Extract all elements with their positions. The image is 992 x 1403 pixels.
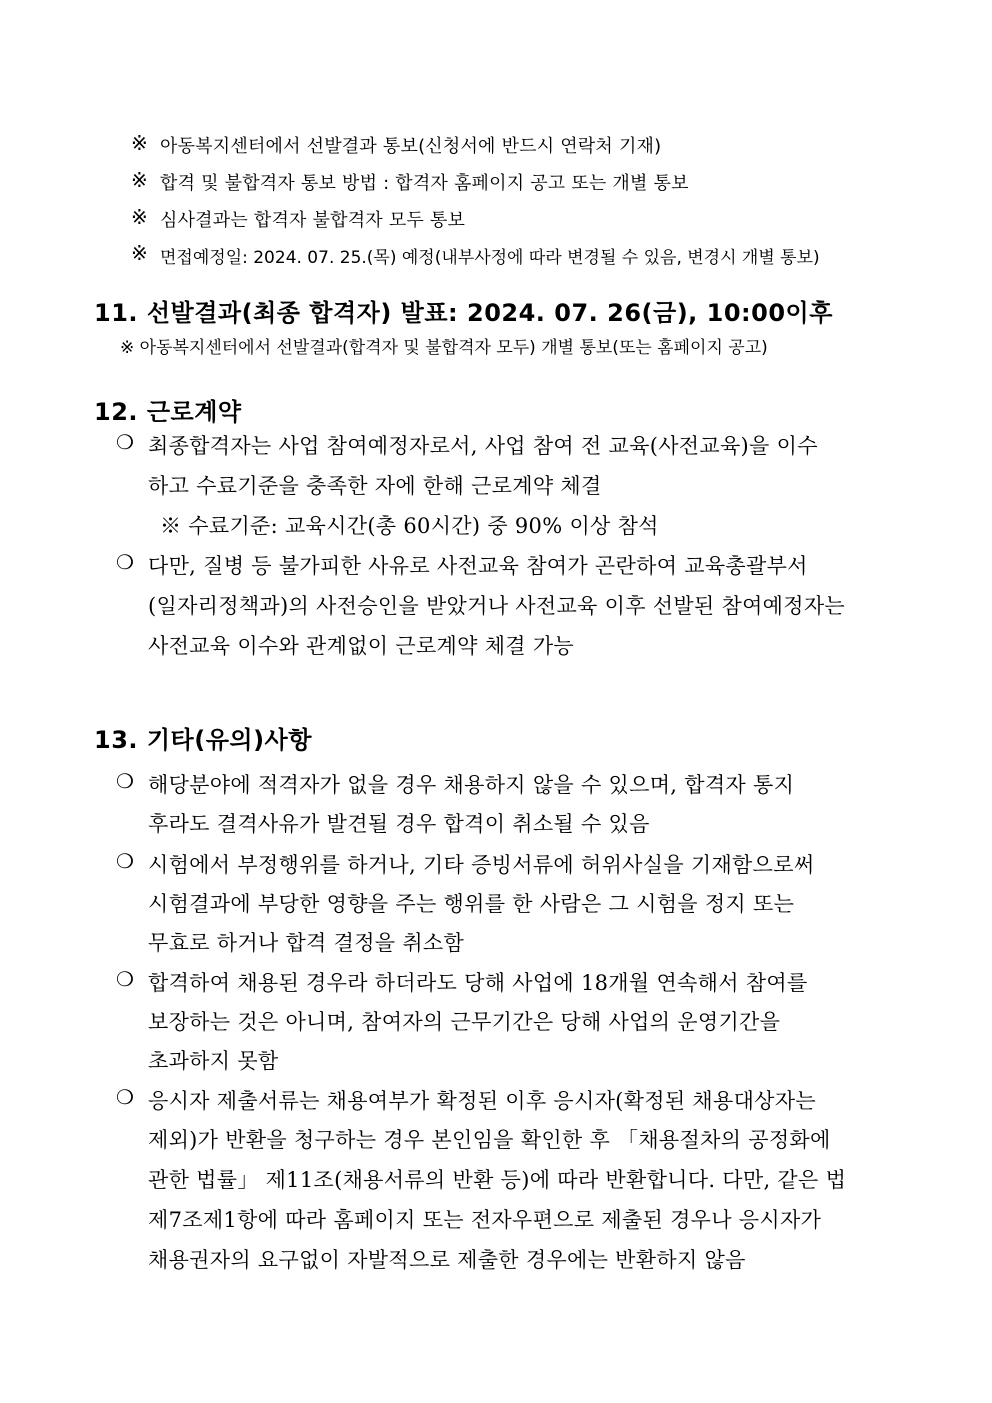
body-line: 보장하는 것은 아니며, 참여자의 근무기간은 당해 사업의 운영기간을: [148, 1010, 781, 1034]
body-line: 시험결과에 부당한 영향을 주는 행위를 한 사람은 그 시험을 정지 또는: [148, 892, 795, 916]
body-line: 제7조제1항에 따라 홈페이지 또는 전자우편으로 제출된 경우나 응시자가: [148, 1208, 822, 1232]
reference-mark: ※: [131, 168, 148, 192]
body-line: 응시자 제출서류는 채용여부가 확정된 이후 응시자(확정된 채용대상자는: [148, 1089, 816, 1113]
bullet-icon: ❍: [116, 967, 134, 991]
bullet-icon: ❍: [116, 769, 134, 793]
body-line: 사전교육 이수와 관계없이 근로계약 체결 가능: [148, 634, 575, 658]
body-line: 채용권자의 요구없이 자발적으로 제출한 경우에는 반환하지 않음: [148, 1248, 746, 1272]
body-line: (일자리정책과)의 사전승인을 받았거나 사전교육 이후 선발된 참여예정자는: [148, 594, 846, 618]
section-note: ※ 아동복지센터에서 선발결과(합격자 및 불합격자 모두) 개별 통보(또는 홈페이지 공고): [120, 338, 768, 358]
bullet-icon: ❍: [116, 430, 134, 454]
bullet-icon: ❍: [116, 849, 134, 873]
section-heading: 11. 선발결과(최종 합격자) 발표: 2024. 07. 26(금), 10:00이후: [94, 299, 833, 327]
body-line: 최종합격자는 사업 참여예정자로서, 사업 참여 전 교육(사전교육)을 이수: [148, 434, 818, 458]
body-line: 하고 수료기준을 충족한 자에 한해 근로계약 체결: [148, 474, 602, 498]
reference-mark: ※: [131, 205, 148, 229]
body-line: 시험에서 부정행위를 하거나, 기타 증빙서류에 허위사실을 기재함으로써: [148, 853, 815, 877]
body-line: 무효로 하거나 합격 결정을 취소함: [148, 931, 465, 955]
reference-mark: ※: [131, 241, 148, 265]
bullet-icon: ❍: [116, 1085, 134, 1109]
body-line: 해당분야에 적격자가 없을 경우 채용하지 않을 수 있으며, 합격자 통지: [148, 773, 795, 797]
section-heading: 13. 기타(유의)사항: [94, 726, 312, 754]
body-line: 관한 법률」 제11조(채용서류의 반환 등)에 따라 반환합니다. 다만, 같은 법: [148, 1168, 847, 1192]
note-line: 아동복지센터에서 선발결과 통보(신청서에 반드시 연락처 기재): [160, 136, 662, 157]
reference-mark: ※: [131, 131, 148, 155]
note-line: 면접예정일: 2024. 07. 25.(목) 예정(내부사정에 따라 변경될 수 있음, 변경시 개별 통보): [160, 248, 820, 268]
body-line: 합격하여 채용된 경우라 하더라도 당해 사업에 18개월 연속해서 참여를: [148, 971, 808, 995]
body-line: 제외)가 반환을 청구하는 경우 본인임을 확인한 후 「채용절차의 공정화에: [148, 1128, 831, 1152]
body-note: ※ 수료기준: 교육시간(총 60시간) 중 90% 이상 참석: [160, 514, 659, 538]
note-line: 합격 및 불합격자 통보 방법 : 합격자 홈페이지 공고 또는 개별 통보: [160, 173, 689, 194]
section-heading: 12. 근로계약: [94, 398, 242, 426]
body-line: 다만, 질병 등 불가피한 사유로 사전교육 참여가 곤란하여 교육총괄부서: [148, 554, 808, 578]
bullet-icon: ❍: [116, 550, 134, 574]
body-line: 후라도 결격사유가 발견될 경우 합격이 취소될 수 있음: [148, 812, 650, 836]
note-line: 심사결과는 합격자 불합격자 모두 통보: [160, 210, 466, 231]
body-line: 초과하지 못함: [148, 1049, 279, 1073]
